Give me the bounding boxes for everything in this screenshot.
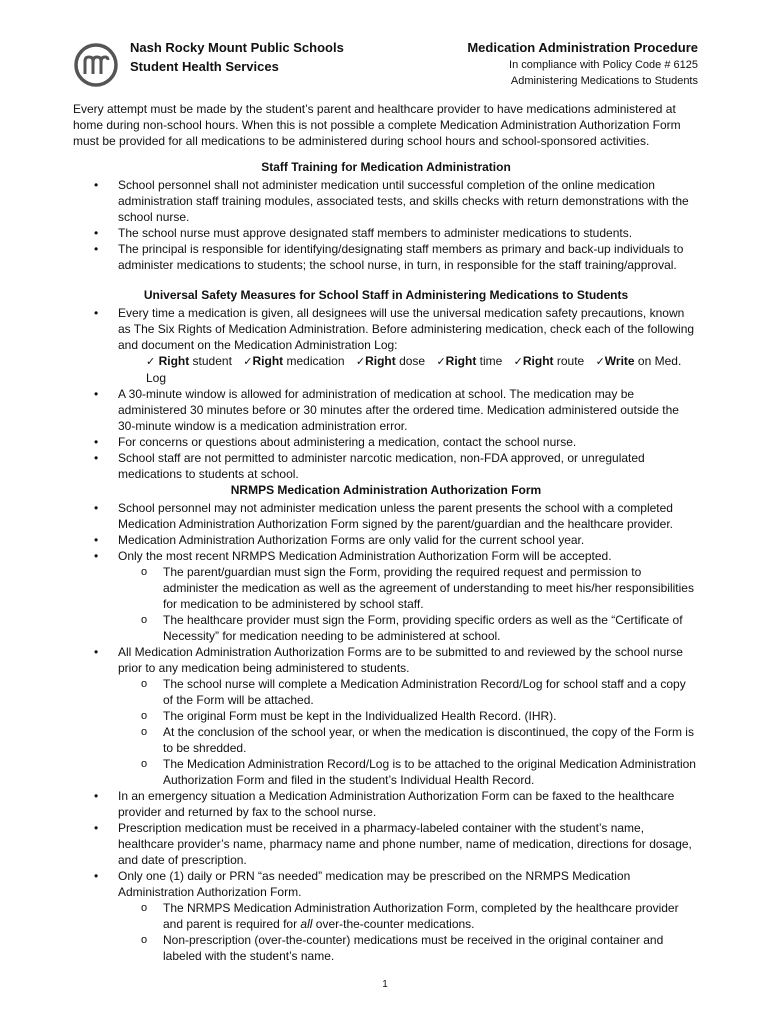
list-item: • Only the most recent NRMPS Medication Administration Authorization Form will be accepted. o The parent/guardian must sign the Form, providing the required request and permission to administer the medication as well as the agreement of understanding to meet his/her responsibilities for medication to be administered by school staff. o The healthcare provider must sign the Form, providing specific orders as well as the “Certificate of Necessity” for medication needing to be administered at school. [73,548,699,644]
nrms-logo-icon [74,43,118,87]
sub-list-item: o At the conclusion of the school year, or when the medication is discontinued, the copy of the Form is to be shredded. [73,724,699,756]
right-time: ✓Right time [436,354,503,368]
six-rights-text: Every time a medication is given, all designees will use the universal medication safety precautions, known as The Six Rights of Medication Administration. Before administering medication, check each of the following and document on the Medication Administration Log: [118,306,695,352]
policy-subject: Administering Medications to Students [510,75,698,87]
sub-list-item: o Non-prescription (over-the-counter) medications must be received in the original container and labeled with the student’s name. [73,932,699,964]
list-item: • School staff are not permitted to administer narcotic medication, non-FDA approved, or unregulated medications to students at school. [73,450,699,482]
checkmark-icon: ✓ [355,355,366,368]
list-item: • A 30-minute window is allowed for administration of medication at school. The medication may be administered 30 minutes before or 30 minutes after the ordered time. Medication administered outside the 30-minute window is a medication administration error. [73,386,699,434]
document-body [73,101,699,964]
section-title-safety-measures: Universal Safety Measures for School Staff in Administering Medications to Students [143,288,629,302]
organization-name [130,38,344,76]
org-line-2: Student Health Services [130,59,279,74]
authorization-form-list [73,500,699,964]
sub-list-item: o The original Form must be kept in the Individualized Health Record. (IHR). [73,708,699,724]
staff-training-list [73,177,699,273]
checkmark-icon: ✓ [595,355,605,368]
sub-list-item: o The healthcare provider must sign the Form, providing specific orders as well as the “Certificate of Necessity” for medication needing to be administered at school. [73,612,699,644]
document-title: Medication Administration Procedure [467,40,698,55]
list-item: • The principal is responsible for identifying/designating staff members as primary and back-up individuals to administer medications to students; the school nurse, in turn, in responsible for the staff training/approval. [73,241,699,273]
document-info [467,38,698,89]
checkmark-icon: ✓ [243,355,253,368]
policy-code: In compliance with Policy Code # 6125 [509,59,698,71]
safety-measures-list [73,305,699,482]
list-item: • For concerns or questions about administering a medication, contact the school nurse. [73,434,699,450]
org-line-1: Nash Rocky Mount Public Schools [130,40,344,55]
list-item: • Medication Administration Authorization Forms are only valid for the current school year. [73,532,699,548]
six-rights-checklist [118,353,699,386]
list-item: • All Medication Administration Authorization Forms are to be submitted to and reviewed by the school nurse prior to any medication being administered to students. o The school nurse will complete a Medication Administration Record/Log for school staff and a copy of the Form will be attached. o The original Form must be kept in the Individualized Health Record. (IHR). o At the conclusion of the school year, or when the medication is discontinued, the copy of the Form is to be shredded. o The Medication Administration Record/Log is to be attached to the original Medication Administration Authorization Form and filed in the student’s Individual Health Record. [73,644,699,788]
sub-list [73,676,699,788]
sub-list-item: o The school nurse will complete a Medication Administration Record/Log for school staff and a copy of the Form will be attached. [73,676,699,708]
list-item: • School personnel may not administer medication unless the parent presents the school with a completed Medication Administration Authorization Form signed by the parent/guardian and the healthcare provider. [73,500,699,532]
sub-list-item: o The NRMPS Medication Administration Authorization Form, completed by the healthcare provider and parent is required for all over-the-counter medications. [73,900,699,932]
right-dose: ✓Right dose [355,354,426,368]
list-item: • Prescription medication must be received in a pharmacy-labeled container with the student’s name, healthcare provider’s name, pharmacy name and phone number, name of medication, directions for dosage, and date of prescription. [73,820,699,868]
right-medication: ✓Right medication [243,354,345,368]
list-item: • Only one (1) daily or PRN “as needed” medication may be prescribed on the NRMPS Medication Administration Authorization Form. o The NRMPS Medication Administration Authorization Form, completed by the healthcare provider and parent is required for all over-the-counter medications. o Non-prescription (over-the-counter) medications must be received in the original container and labeled with the student’s name. [73,868,699,964]
checkmark-icon: ✓ [513,355,523,368]
write-on-log: ✓Write on Med. Log [146,354,682,385]
right-route: ✓Right route [513,354,585,368]
checkmark-icon: ✓ [146,355,156,368]
section-title-authorization-form: NRMPS Medication Administration Authorization Form [230,483,542,497]
right-student: ✓ Right student [146,354,232,368]
list-item: • School personnel shall not administer medication until successful completion of the online medication administration staff training modules, associated tests, and skills checks with return demonstrations with the school nurse. [73,177,699,225]
sub-list [73,900,699,964]
sub-list [73,564,699,644]
page-number: 1 [382,979,388,990]
section-title-staff-training: Staff Training for Medication Administration [261,160,511,174]
list-item: • The school nurse must approve designated staff members to administer medications to students. [73,225,699,241]
sub-list-item: o The Medication Administration Record/Log is to be attached to the original Medication Administration Authorization Form and filed in the student’s Individual Health Record. [73,756,699,788]
intro-paragraph: Every attempt must be made by the student’s parent and healthcare provider to have medications administered at home during non-school hours. When this is not possible a complete Medication Administration Authorization Form must be provided for all medications to be administered during school hours and school-sponsored activities. [73,102,681,148]
list-item: • In an emergency situation a Medication Administration Authorization Form can be faxed to the healthcare provider and returned by fax to the school nurse. [73,788,699,820]
checkmark-icon: ✓ [436,355,446,368]
sub-list-item: o The parent/guardian must sign the Form, providing the required request and permission to administer the medication as well as the agreement of understanding to meet his/her responsibilities for medication to be administered by school staff. [73,564,699,612]
list-item [73,305,699,386]
